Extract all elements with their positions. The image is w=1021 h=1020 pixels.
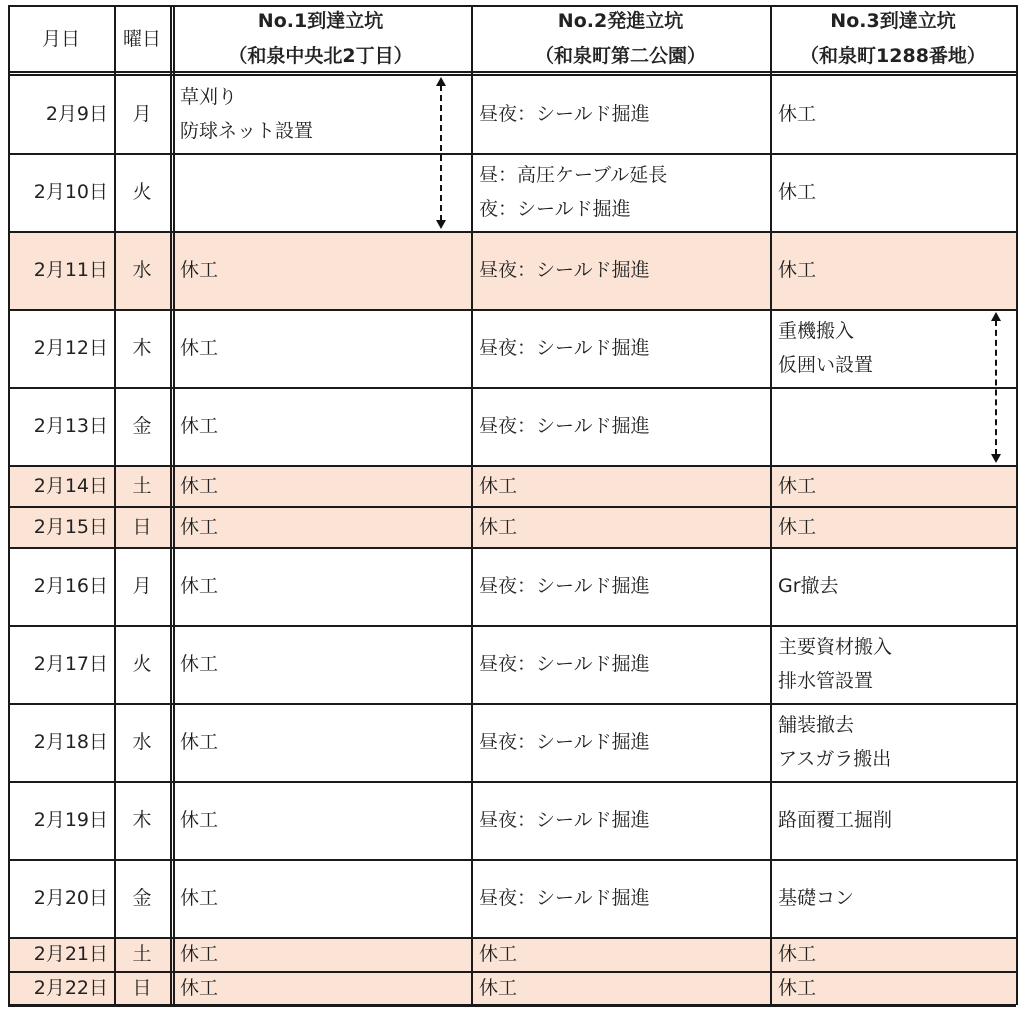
shaft1-task-cell (174, 231, 471, 309)
task-line: 休工 (778, 474, 817, 497)
day-of-week-cell: 火 (132, 181, 152, 203)
task-line: 舗装撤去 (778, 714, 855, 736)
task-line: 休工 (180, 474, 219, 497)
task-line: 仮囲い設置 (778, 354, 874, 376)
task-line: 休工 (180, 731, 219, 753)
task-line: 基礎コン (778, 887, 855, 909)
shaft2-task-cell (473, 859, 770, 937)
task-line: 休工 (778, 515, 817, 538)
date-cell: 2月10日 (33, 181, 108, 203)
shaft3-task-cell (772, 547, 1016, 625)
shaft1-task-cell (174, 781, 471, 859)
column-divider (8, 5, 10, 1005)
shaft2-task-cell (473, 703, 770, 781)
shaft2-task-cell (473, 465, 770, 506)
header-shaft-2 (471, 5, 770, 73)
shaft2-task-cell (473, 971, 770, 1005)
shaft2-task-cell (473, 153, 770, 231)
shaft1-task-cell (174, 937, 471, 971)
shaft3-task-cell (772, 75, 1016, 153)
task-line: 休工 (180, 943, 219, 965)
shaft3-task-cell (772, 859, 1016, 937)
task-line: 休工 (778, 181, 817, 203)
shaft1-task-cell (174, 547, 471, 625)
column-divider (770, 5, 772, 1005)
task-line: 休工 (180, 415, 219, 437)
task-line: 休工 (778, 977, 817, 999)
date-cell: 2月9日 (45, 103, 108, 125)
day-of-week-cell: 金 (132, 415, 152, 437)
row-divider (8, 781, 1016, 783)
date-cell: 2月13日 (33, 415, 108, 437)
header-day-of-week (114, 5, 170, 73)
header-label: 月日 (41, 27, 80, 50)
task-line: 主要資材搬入 (778, 636, 893, 658)
duration-arrow-line (440, 85, 442, 221)
task-line: 休工 (778, 943, 817, 965)
task-line: 路面覆工掘削 (778, 809, 893, 831)
shaft1-task-cell (174, 387, 471, 465)
shaft3-task-cell (772, 506, 1016, 547)
task-line: 防球ネット設置 (180, 120, 314, 142)
shaft2-task-cell (473, 231, 770, 309)
header-sublabel: （和泉中央北2丁目） (228, 45, 413, 67)
shaft2-task-cell (473, 547, 770, 625)
column-divider (471, 5, 473, 1005)
task-line: 休工 (479, 515, 518, 538)
header-shaft-3 (770, 5, 1016, 73)
day-of-week-cell: 金 (132, 887, 152, 909)
header-label: No.1到達立坑 (257, 10, 384, 32)
task-line: 昼夜：シールド掘進 (479, 259, 650, 281)
arrow-up-icon (436, 77, 446, 86)
shaft2-task-cell (473, 781, 770, 859)
shaft1-task-cell (174, 153, 471, 231)
row-divider (8, 1004, 1016, 1007)
shaft3-task-cell (772, 703, 1016, 781)
date-cell: 2月18日 (33, 731, 108, 753)
task-line: 休工 (479, 977, 518, 999)
task-line: 草刈り (180, 86, 238, 108)
task-line: 昼夜：シールド掘進 (479, 337, 650, 359)
header-label: 曜日 (122, 27, 161, 50)
task-line: 昼：高圧ケーブル延長 (479, 164, 668, 186)
column-divider (173, 5, 175, 1005)
shaft2-task-cell (473, 309, 770, 387)
duration-arrow-line (995, 320, 997, 455)
day-of-week-cell: 土 (132, 943, 152, 965)
task-line: 重機搬入 (778, 320, 855, 342)
date-cell: 2月20日 (33, 887, 108, 909)
arrow-down-icon (436, 220, 446, 229)
shaft1-task-cell (174, 465, 471, 506)
shaft3-task-cell (772, 625, 1016, 703)
task-line: 休工 (180, 809, 219, 831)
day-of-week-cell: 水 (132, 259, 152, 281)
day-of-week-cell: 火 (132, 653, 152, 675)
date-cell: 2月22日 (33, 977, 108, 999)
row-divider (8, 309, 1016, 311)
shaft1-task-cell (174, 971, 471, 1005)
shaft3-task-cell (772, 309, 1016, 387)
date-cell: 2月12日 (33, 337, 108, 359)
row-divider (8, 153, 1016, 155)
row-divider (8, 506, 1016, 508)
task-line: 休工 (180, 515, 219, 538)
task-line: 夜：シールド掘進 (479, 198, 631, 220)
header-date (8, 5, 114, 73)
row-divider (8, 937, 1016, 939)
date-cell: 2月15日 (33, 515, 108, 538)
task-line: 休工 (180, 653, 219, 675)
task-line: 休工 (778, 259, 817, 281)
shaft1-task-cell (174, 703, 471, 781)
column-divider (1016, 5, 1018, 1005)
row-divider (8, 74, 1016, 76)
task-line: 昼夜：シールド掘進 (479, 887, 650, 909)
row-divider (8, 5, 1016, 7)
row-divider (8, 547, 1016, 549)
shaft1-task-cell (174, 625, 471, 703)
header-label: No.3到達立坑 (830, 10, 956, 32)
day-of-week-cell: 月 (132, 103, 152, 125)
row-divider (8, 387, 1016, 389)
shaft3-task-cell (772, 937, 1016, 971)
shaft3-task-cell (772, 781, 1016, 859)
row-divider (8, 971, 1016, 973)
task-line: 休工 (180, 575, 219, 597)
day-of-week-cell: 日 (132, 515, 152, 538)
task-line: 昼夜：シールド掘進 (479, 653, 650, 675)
shaft2-task-cell (473, 506, 770, 547)
shaft3-task-cell (772, 387, 1016, 465)
date-cell: 2月17日 (33, 653, 108, 675)
header-shaft-1 (170, 5, 471, 73)
date-cell: 2月16日 (33, 575, 108, 597)
shaft2-task-cell (473, 387, 770, 465)
task-line: 休工 (180, 259, 219, 281)
task-line: Gr撤去 (778, 575, 839, 597)
task-line: 休工 (479, 474, 518, 497)
row-divider (8, 625, 1016, 627)
column-divider (170, 5, 172, 1005)
shaft3-task-cell (772, 231, 1016, 309)
shaft1-task-cell (174, 859, 471, 937)
row-divider (8, 231, 1016, 233)
arrow-up-icon (991, 312, 1001, 321)
date-cell: 2月21日 (33, 943, 108, 965)
header-sublabel: （和泉町1288番地） (800, 45, 986, 67)
row-divider (8, 71, 1016, 73)
task-line: 休工 (180, 337, 219, 359)
task-line: 昼夜：シールド掘進 (479, 731, 650, 753)
day-of-week-cell: 木 (132, 337, 152, 359)
day-of-week-cell: 土 (132, 474, 152, 497)
task-line: 昼夜：シールド掘進 (479, 809, 650, 831)
header-label: No.2発進立坑 (557, 10, 684, 32)
day-of-week-cell: 日 (132, 977, 152, 999)
day-of-week-cell: 月 (132, 575, 152, 597)
header-sublabel: （和泉町第二公園） (534, 45, 706, 67)
task-line: 休工 (180, 977, 219, 999)
shaft2-task-cell (473, 937, 770, 971)
task-line: 排水管設置 (778, 670, 874, 692)
shaft1-task-cell (174, 75, 471, 153)
shaft1-task-cell (174, 309, 471, 387)
row-divider (8, 465, 1016, 467)
task-line: 休工 (479, 943, 518, 965)
column-divider (114, 5, 116, 1005)
shaft2-task-cell (473, 625, 770, 703)
task-line: 昼夜：シールド掘進 (479, 415, 650, 437)
date-cell: 2月11日 (33, 259, 108, 281)
task-line: アスガラ搬出 (778, 748, 892, 770)
date-cell: 2月19日 (33, 809, 108, 831)
day-of-week-cell: 木 (132, 809, 152, 831)
row-divider (8, 859, 1016, 861)
task-line: 休工 (778, 103, 817, 125)
task-line: 昼夜：シールド掘進 (479, 103, 650, 125)
shaft3-task-cell (772, 465, 1016, 506)
date-cell: 2月14日 (33, 474, 108, 497)
arrow-down-icon (991, 454, 1001, 463)
shaft3-task-cell (772, 971, 1016, 1005)
shaft3-task-cell (772, 153, 1016, 231)
day-of-week-cell: 水 (132, 731, 152, 753)
task-line: 昼夜：シールド掘進 (479, 575, 650, 597)
task-line: 休工 (180, 887, 219, 909)
row-divider (8, 703, 1016, 705)
shaft1-task-cell (174, 506, 471, 547)
shaft2-task-cell (473, 75, 770, 153)
